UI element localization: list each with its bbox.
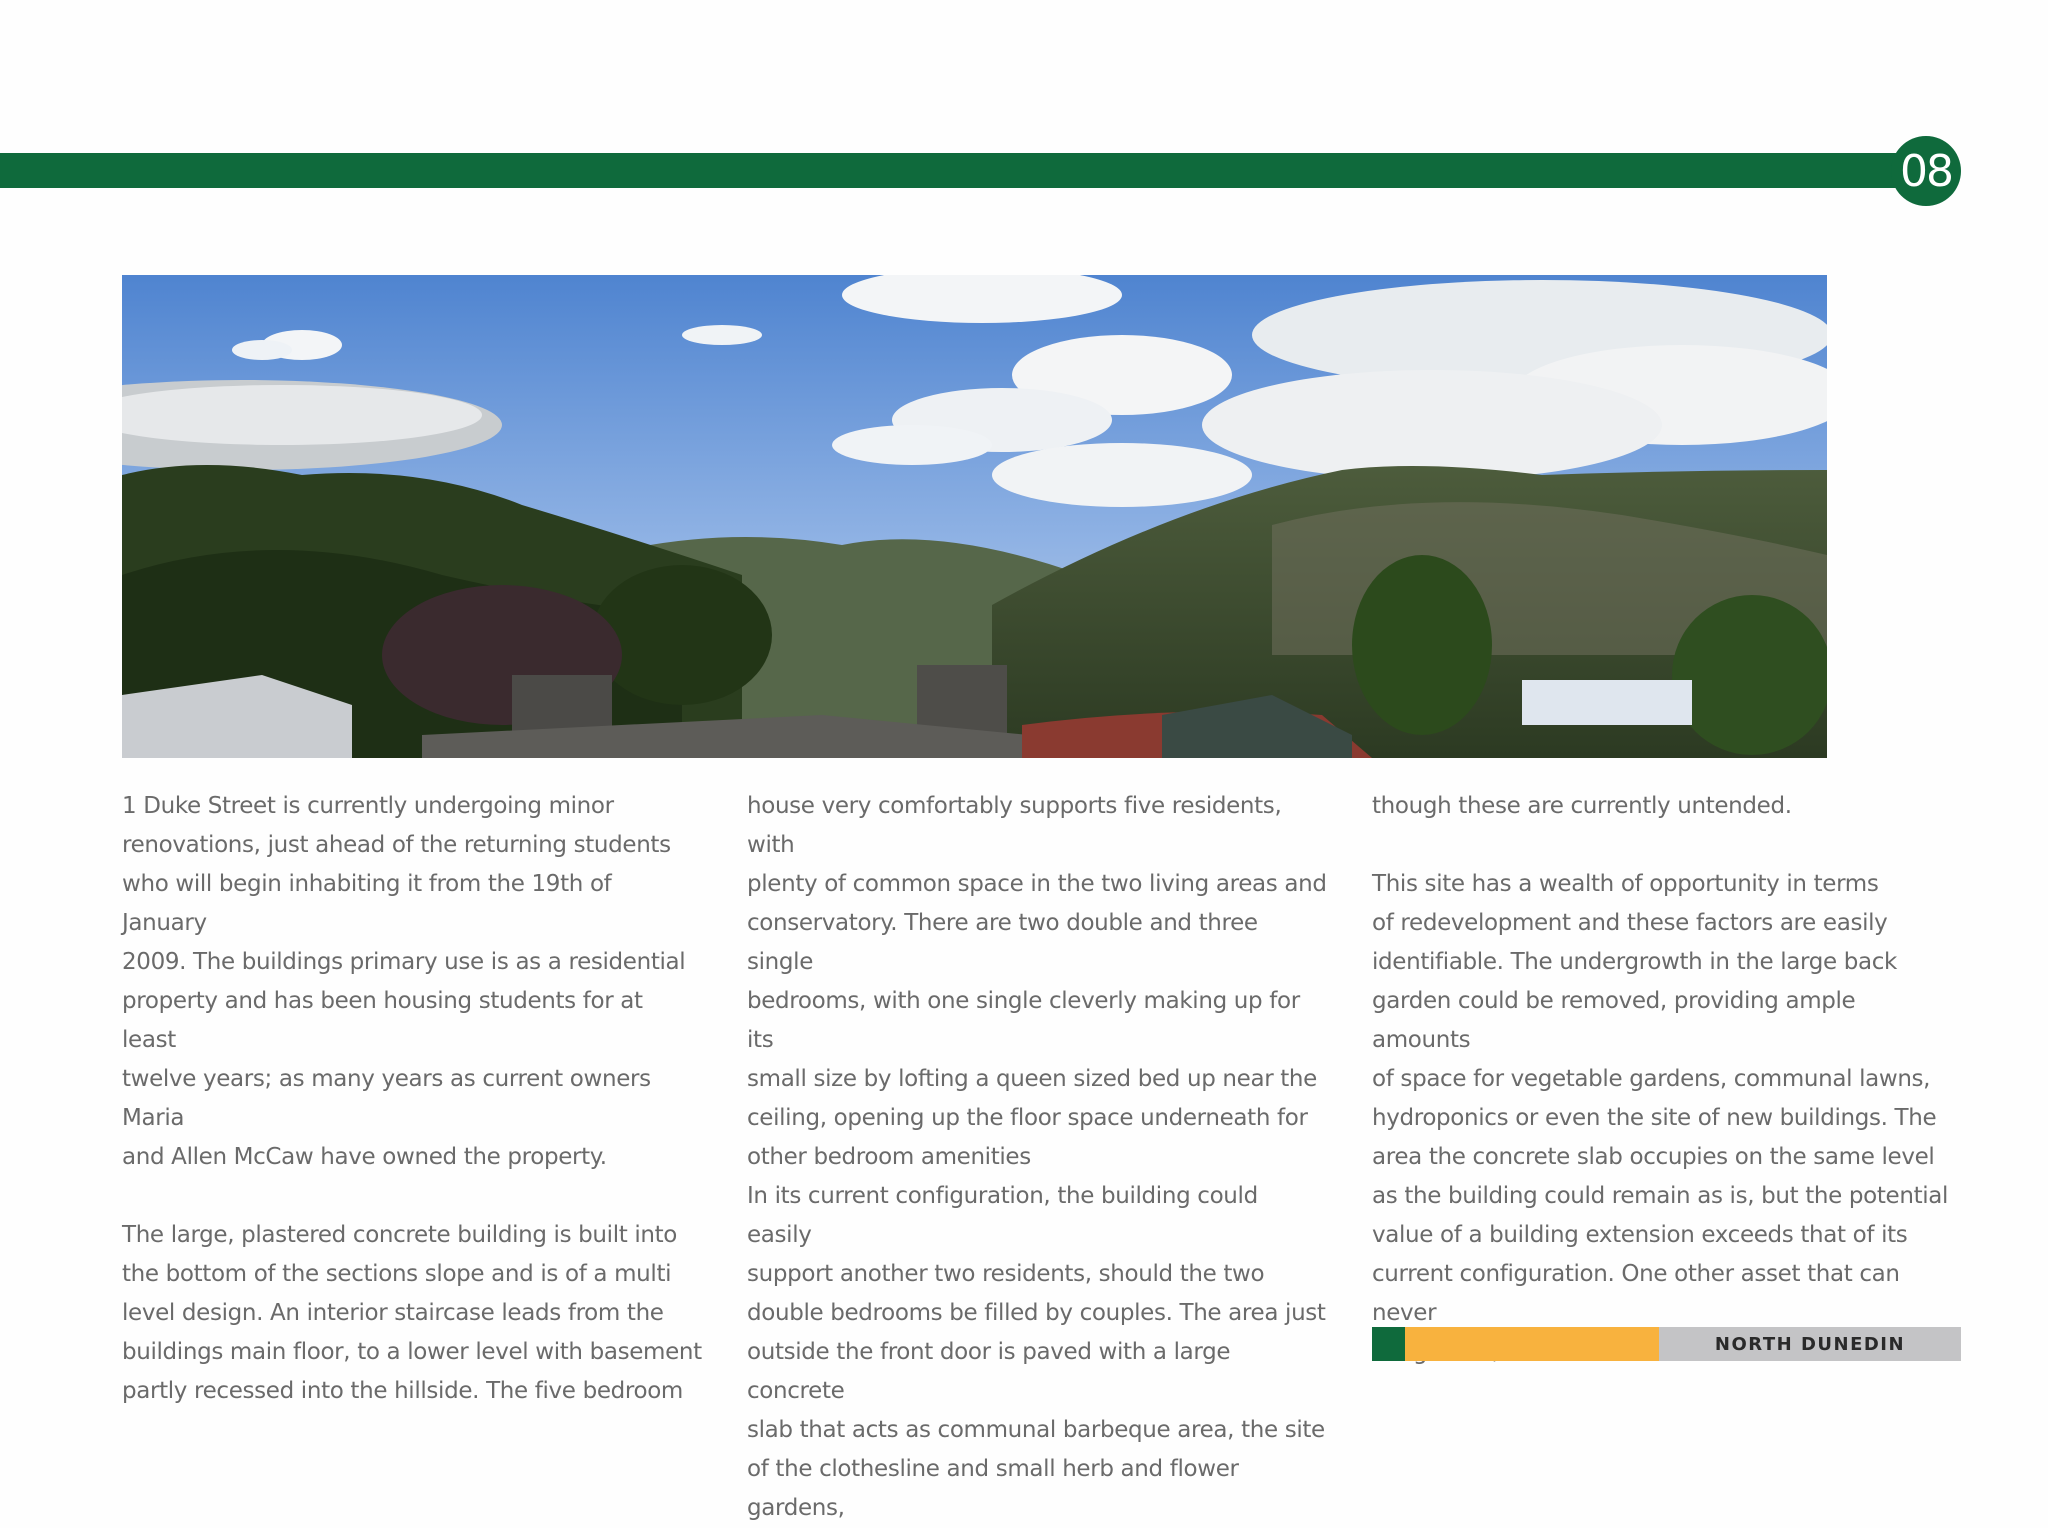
text-line: The large, plastered concrete building is built into: [122, 1222, 678, 1248]
text-line: support another two residents, should the two: [747, 1261, 1265, 1287]
paragraph: [122, 1216, 702, 1411]
text-line: current configuration. One other asset that can never: [1372, 1261, 1900, 1326]
text-column-3: [1372, 787, 1952, 1372]
text-line: identifiable. The undergrowth in the large back: [1372, 949, 1897, 975]
paragraph: [122, 787, 702, 1177]
text-line: plenty of common space in the two living areas and: [747, 871, 1327, 897]
text-line: outside the front door is paved with a large concrete: [747, 1339, 1231, 1404]
text-line: conservatory. There are two double and three single: [747, 910, 1258, 975]
text-line: of the clothesline and small herb and flower gardens,: [747, 1456, 1239, 1521]
text-line: other bedroom amenities: [747, 1144, 1031, 1170]
paragraph: [1372, 865, 1952, 1372]
text-line: and Allen McCaw have owned the property.: [122, 1144, 607, 1170]
text-line: 2009. The buildings primary use is as a residential: [122, 949, 686, 975]
footer-orange-block: [1405, 1327, 1659, 1361]
footer-green-block: [1372, 1327, 1405, 1361]
text-line: garden could be removed, providing ample amounts: [1372, 988, 1856, 1053]
text-line: buildings main floor, to a lower level with basement: [122, 1339, 702, 1365]
text-line: of redevelopment and these factors are easily: [1372, 910, 1888, 936]
paragraph: [1372, 787, 1952, 826]
footer-section-tag: [1372, 1327, 1961, 1361]
text-line: as the building could remain as is, but the potential: [1372, 1183, 1949, 1209]
text-column-2: [747, 787, 1327, 1528]
text-line: renovations, just ahead of the returning students: [122, 832, 671, 858]
text-line: slab that acts as communal barbeque area, the site: [747, 1417, 1325, 1443]
text-line: who will begin inhabiting it from the 19th of January: [122, 871, 612, 936]
text-line: house very comfortably supports five residents, with: [747, 793, 1282, 858]
text-line: value of a building extension exceeds that of its: [1372, 1222, 1908, 1248]
footer-label: NORTH DUNEDIN: [1659, 1327, 1961, 1361]
text-line: though these are currently untended.: [1372, 793, 1792, 819]
text-line: small size by lofting a queen sized bed up near the: [747, 1066, 1317, 1092]
text-line: of space for vegetable gardens, communal lawns,: [1372, 1066, 1931, 1092]
text-line: hydroponics or even the site of new buildings. The: [1372, 1105, 1937, 1131]
text-line: double bedrooms be filled by couples. The area just: [747, 1300, 1326, 1326]
text-line: ceiling, opening up the floor space underneath for: [747, 1105, 1308, 1131]
page-number-badge: 08: [1891, 136, 1961, 206]
landscape-photo: [122, 275, 1827, 758]
text-line: level design. An interior staircase leads from the: [122, 1300, 664, 1326]
paragraph: [747, 787, 1327, 1528]
text-line: In its current configuration, the building could easily: [747, 1183, 1258, 1248]
text-line: This site has a wealth of opportunity in terms: [1372, 871, 1879, 897]
text-line: 1 Duke Street is currently undergoing minor: [122, 793, 614, 819]
text-line: property and has been housing students for at least: [122, 988, 643, 1053]
text-line: partly recessed into the hillside. The five bedroom: [122, 1378, 683, 1404]
text-line: twelve years; as many years as current owners Maria: [122, 1066, 651, 1131]
text-column-1: [122, 787, 702, 1411]
text-line: the bottom of the sections slope and is of a multi: [122, 1261, 672, 1287]
text-line: bedrooms, with one single cleverly making up for its: [747, 988, 1300, 1053]
text-line: area the concrete slab occupies on the same level: [1372, 1144, 1935, 1170]
header-bar: [0, 153, 1940, 188]
